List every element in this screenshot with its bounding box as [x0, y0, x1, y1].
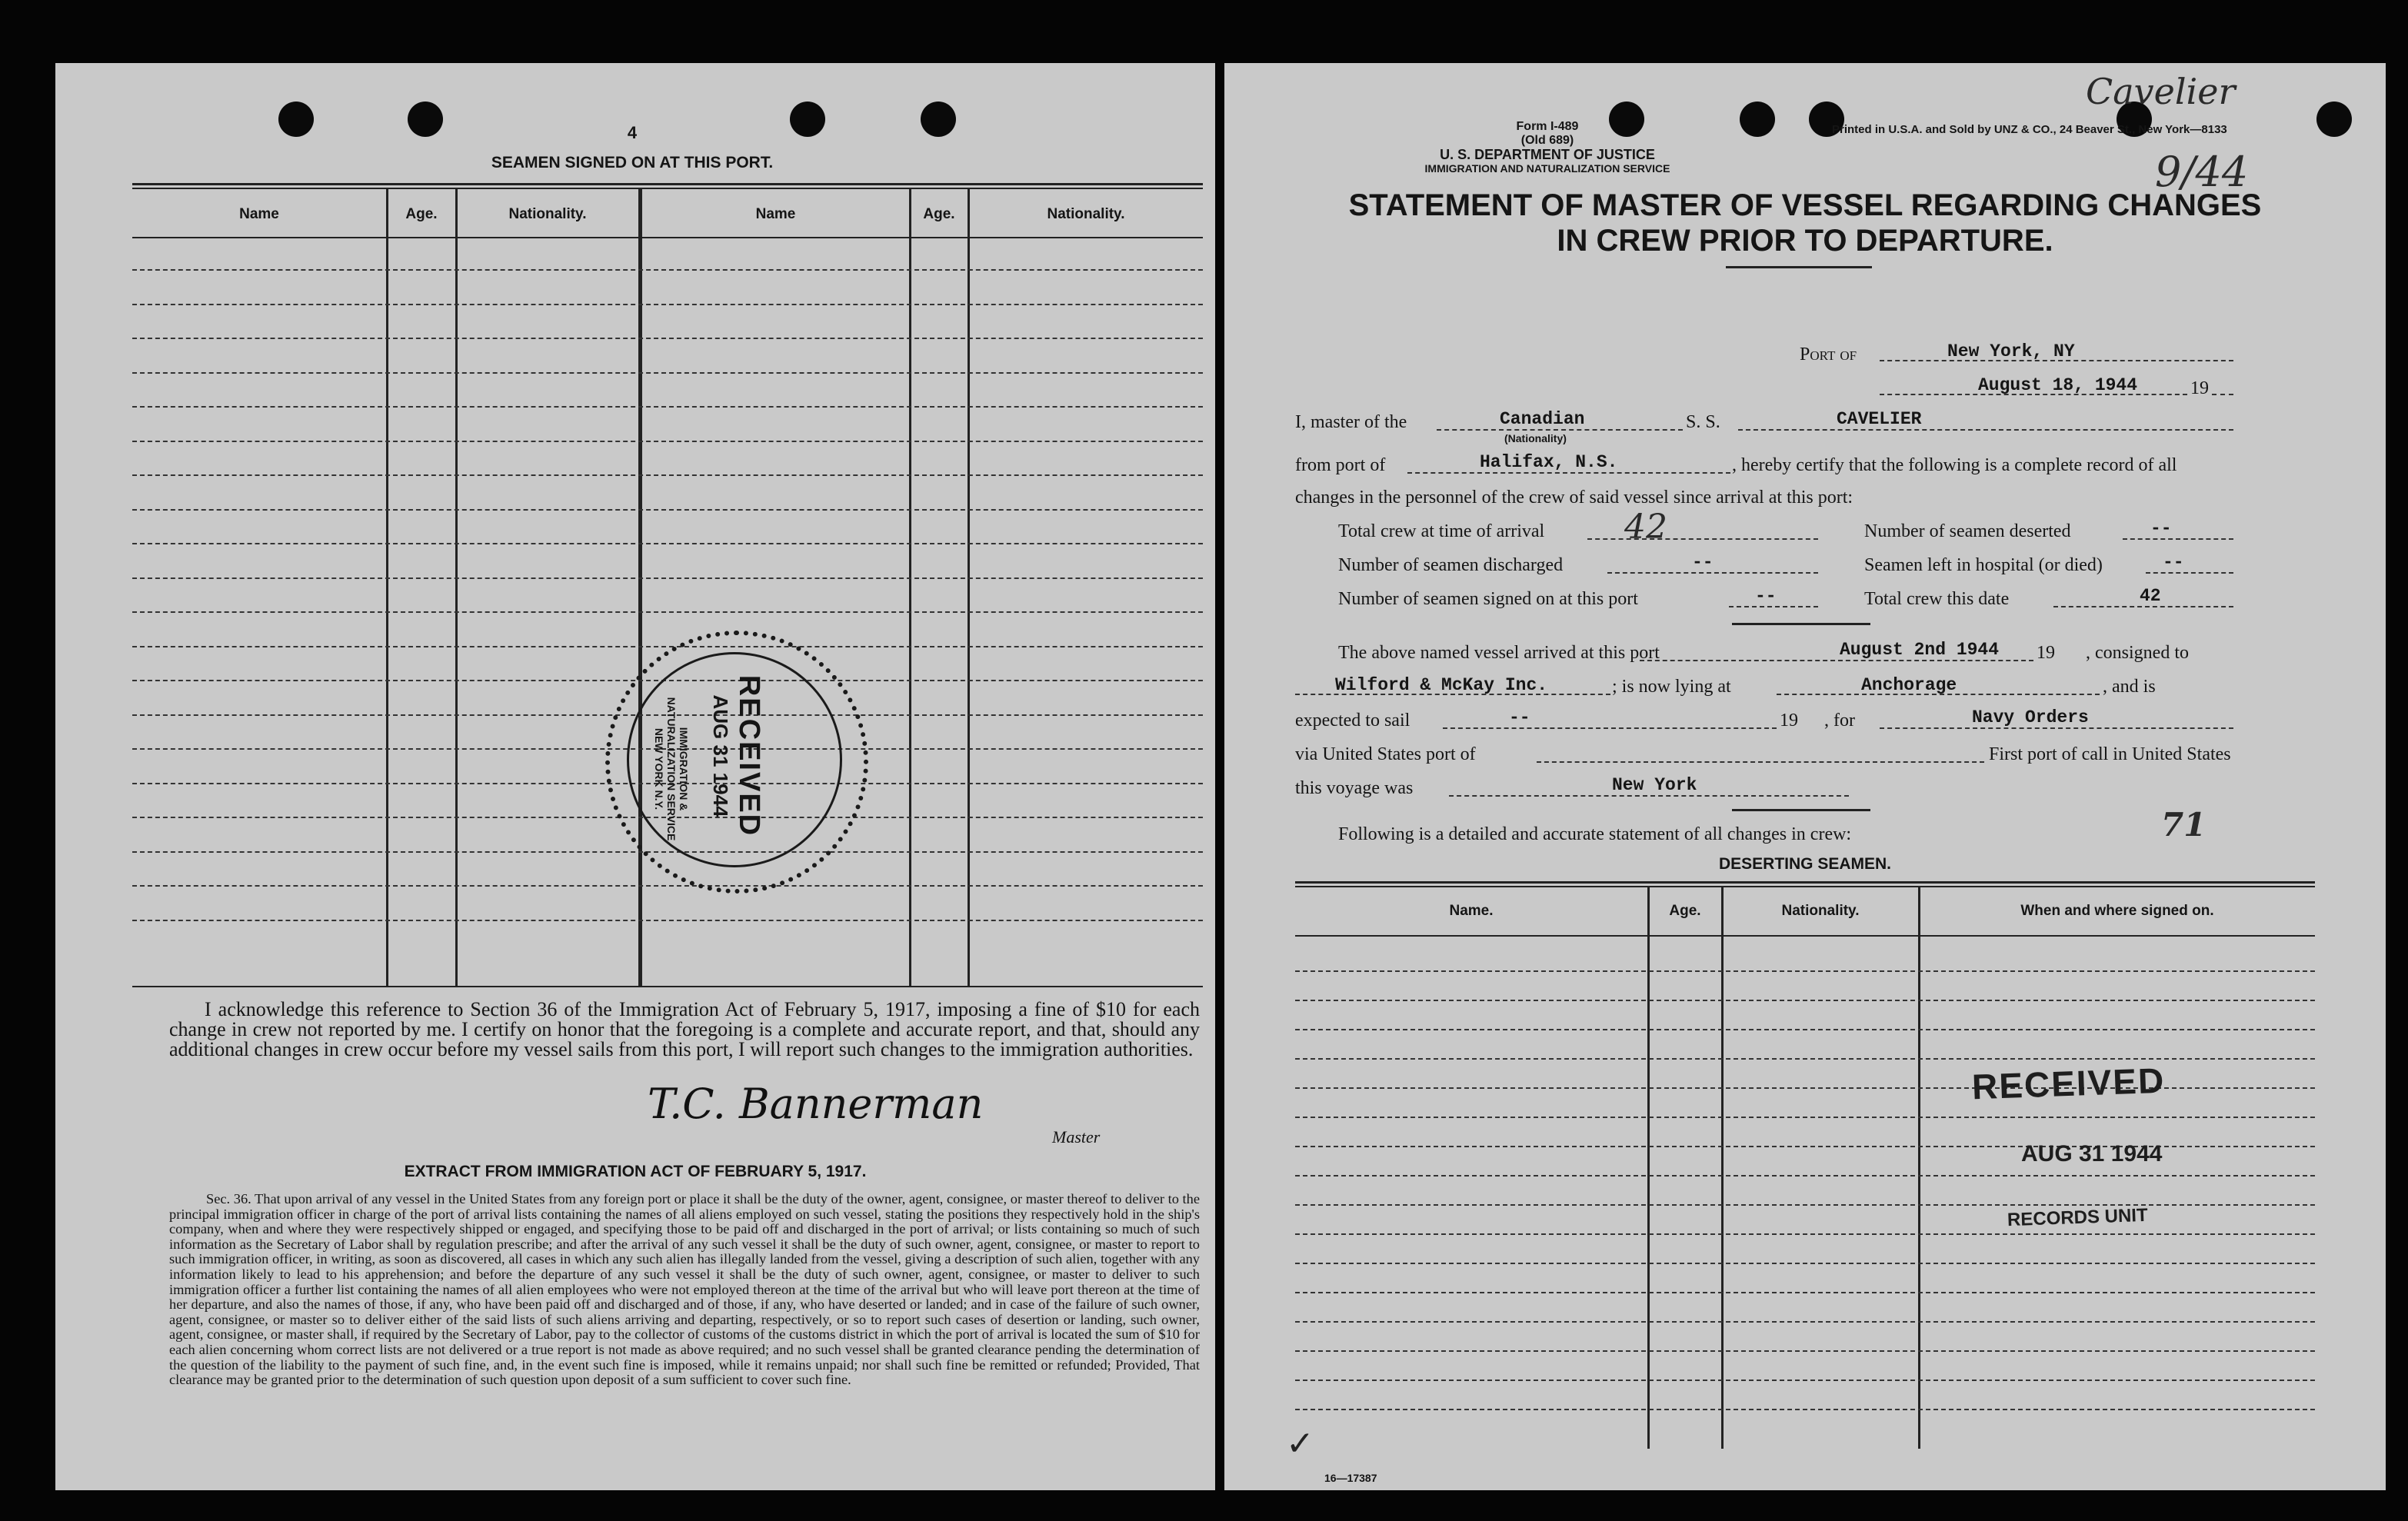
table-row: [1295, 1409, 2315, 1410]
col-nationality: Nationality.: [508, 206, 587, 222]
certify-text: , hereby certify that the following is a complete record of all: [1732, 455, 2177, 475]
desert-col-nationality: Nationality.: [1781, 903, 1860, 919]
lying-label: ; is now lying at: [1612, 677, 1731, 697]
service-name: IMMIGRATION AND NATURALIZATION SERVICE: [1424, 162, 1670, 175]
consigned-label: , consigned to: [2086, 643, 2189, 663]
ss-label: S. S.: [1686, 412, 1720, 432]
table-row: [1295, 1029, 2315, 1030]
received-stamp-text: RECEIVED: [1971, 1060, 2167, 1107]
discharged-value: --: [1692, 552, 1714, 572]
table-row: [1295, 1233, 2315, 1235]
arrived-label: The above named vessel arrived at this port: [1338, 643, 1660, 663]
table-row: [132, 646, 1203, 647]
from-port-label: from port of: [1295, 455, 1386, 475]
arrived-year: 19: [2037, 643, 2055, 663]
via-label: via United States port of: [1295, 744, 1476, 764]
for-label: , for: [1824, 711, 1855, 731]
received-stamp-date: AUG 31 1944: [2021, 1141, 2163, 1167]
title-line-1: STATEMENT OF MASTER OF VESSEL REGARDING CHANGES: [1348, 188, 2262, 222]
table-row: [132, 509, 1203, 511]
table-row: [132, 406, 1203, 408]
page-number: 4: [627, 123, 638, 142]
master-of-label: I, master of the: [1295, 412, 1407, 432]
nationality-hint: (Nationality): [1504, 432, 1567, 444]
table-row: [1295, 1263, 2315, 1264]
table-row: [132, 543, 1203, 544]
table-row: [1295, 1117, 2315, 1118]
extract-text: Sec. 36. That upon arrival of any vessel in the United States from any foreign port or place it shall be the duty of the owner, agent, consignee, or master thereof to deliver to the principal immigration officer in charge of the port of arrival lists containing the names of all aliens employed on such vessel, stating the positions they respectively hold in the ship's company, when and where they were respectively shipped or engaged, and specifying those to be paid off and discharged in the port of arrival; or lists containing so much of such information as the Secretary of Labor shall by regulation prescribe; and after the arrival of any such vessel it shall be the duty of such owner, agent, consignee, or master to report to such immigration officer, in writing, as soon as discovered, all cases in which any such alien has illegally landed from the vessel, giving a description of such alien, together with any information likely to lead to his apprehension; and before the departure of any such vessel it shall be the duty of such owner, agent, consignee, or master to deliver to such immigration officer a further list containing the names of all alien employees who were not employed thereon at the time of the arrival but who will leave port thereon at the time of her departure, and also the names of those, if any, who have been paid off and discharged and of those, if any, who have deserted or landed; and in case of the failure of such owner, agent, consignee, or master so to deliver either of the said lists of such aliens arriving and departing, respectively, or so to report such cases of desertion or landing, such owner, agent, consignee, or master shall, if required by the Secretary of Labor, pay to the collector of customs of the customs district in which the port of arrival is located the sum of $10 for each alien concerning whom correct lists are not delivered or a true report is not made as above required; and no such vessel shall be granted clearance pending the determination of the question of the liability to the payment of such fine, and, in the event such fine is imposed, while it remains unpaid; nor shall such fine be remitted or refunded; Provided, That clearance may be granted prior to the determination of such question upon deposit of a sum sufficient to cover such fine.: [169, 1191, 1200, 1388]
handwritten-71: 71: [2161, 806, 2207, 844]
table-row: [1295, 1292, 2315, 1293]
deserted-label: Number of seamen deserted: [1864, 521, 2071, 541]
handwritten-number: 9/44: [2155, 148, 2249, 196]
arrived-value: August 2nd 1944: [1840, 640, 2000, 660]
title-line-2: IN CREW PRIOR TO DEPARTURE.: [1557, 224, 2053, 258]
port-label: Port of: [1800, 344, 1857, 364]
signature-title: Master: [1052, 1127, 1101, 1147]
col-name-2: Name: [755, 206, 796, 222]
date-value: August 18, 1944: [1978, 375, 2138, 395]
total-arrival-label: Total crew at time of arrival: [1338, 521, 1545, 541]
extract-title: EXTRACT FROM IMMIGRATION ACT OF FEBRUARY 5, 1917.: [404, 1163, 867, 1180]
year-prefix: 19: [2190, 378, 2209, 398]
desert-col-signed-on: When and where signed on.: [2020, 903, 2214, 919]
stamp-agency: IMMIGRATION & NATURALIZATION SERVICE: [665, 697, 690, 841]
master-signature: T.C. Bannerman: [648, 1080, 984, 1128]
form-number: Form I-489: [1516, 120, 1579, 133]
desert-col-name: Name.: [1449, 903, 1494, 919]
table-row: [1295, 1380, 2315, 1381]
table-row: [1295, 1321, 2315, 1323]
right-page: [1224, 63, 2386, 1490]
left-page: [55, 63, 1215, 1490]
table-row: [1295, 1000, 2315, 1001]
total-today-value: 42: [2140, 586, 2161, 606]
table-row: [132, 885, 1203, 887]
consignee-value: Wilford & McKay Inc.: [1335, 675, 1548, 695]
form-title: [1224, 188, 2386, 258]
table-row: [1295, 1350, 2315, 1352]
deserted-value: --: [2150, 518, 2172, 538]
first-port-label: First port of call in United States: [1989, 744, 2231, 764]
deserting-title: DESERTING SEAMEN.: [1718, 855, 1892, 873]
stamp-word: RECEIVED: [733, 674, 765, 837]
discharged-label: Number of seamen discharged: [1338, 555, 1564, 575]
total-arrival-value: 42: [1624, 508, 1667, 547]
table-row: [132, 372, 1203, 374]
voyage-label: this voyage was: [1295, 778, 1414, 798]
table-row: [132, 269, 1203, 271]
section-title: SEAMEN SIGNED ON AT THIS PORT.: [491, 154, 774, 171]
ship-value: CAVELIER: [1837, 409, 1922, 429]
following-text: Following is a detailed and accurate statement of all changes in crew:: [1338, 824, 1852, 844]
total-today-label: Total crew this date: [1864, 589, 2010, 609]
received-stamp: [605, 631, 868, 894]
desert-col-age: Age.: [1669, 903, 1701, 919]
expected-year: 19: [1780, 711, 1798, 731]
handwritten-ship-name: Cavelier: [2086, 71, 2236, 112]
table-row: [1295, 970, 2315, 972]
changes-text: changes in the personnel of the crew of said vessel since arrival at this port:: [1295, 488, 1853, 508]
records-unit: RECORDS UNIT: [2007, 1204, 2149, 1231]
from-port-value: Halifax, N.S.: [1480, 452, 1618, 472]
signed-on-value: --: [1755, 586, 1777, 606]
punch-hole: [2316, 102, 2352, 137]
department: U. S. DEPARTMENT OF JUSTICE: [1440, 147, 1655, 162]
table-row: [132, 441, 1203, 442]
expected-label: expected to sail: [1295, 711, 1410, 731]
table-row: [132, 577, 1203, 579]
old-form-number: (Old 689): [1520, 134, 1574, 147]
stamp-city: NEW YORK N.Y.: [653, 727, 665, 810]
nationality-value: Canadian: [1500, 409, 1585, 429]
signed-on-label: Number of seamen signed on at this port: [1338, 589, 1638, 609]
printer-line: Printed in U.S.A. and Sold by UNZ & CO., 24 Beaver St., New York—8133: [1832, 123, 2227, 136]
hospital-label: Seamen left in hospital (or died): [1864, 555, 2103, 575]
table-row: [132, 474, 1203, 476]
hospital-value: --: [2163, 552, 2184, 572]
col-nationality-2: Nationality.: [1047, 206, 1125, 222]
footer-code: 16—17387: [1324, 1472, 1377, 1484]
stamp-date: AUG 31 1944: [709, 694, 732, 817]
table-row: [132, 304, 1203, 305]
col-name: Name: [239, 206, 279, 222]
for-value: Navy Orders: [1972, 707, 2089, 727]
table-row: [132, 920, 1203, 921]
punch-hole: [1740, 102, 1775, 137]
table-row: [132, 611, 1203, 613]
port-value: New York, NY: [1947, 341, 2075, 361]
table-row: [1295, 1204, 2315, 1206]
table-row: [132, 338, 1203, 339]
table-row: [1295, 1175, 2315, 1177]
voyage-value: New York: [1612, 775, 1697, 795]
expected-value: --: [1509, 707, 1530, 727]
col-age-2: Age.: [923, 206, 955, 222]
col-age: Age.: [405, 206, 438, 222]
acknowledgment-text: I acknowledge this reference to Section 36 of the Immigration Act of February 5, 1917, imposing a fine of $10 for each change in crew not reported by me. I certify on honor that the foregoing is a complete and accurate report, and that, should any additional changes in crew occur before my vessel sails from this port, I will report such changes to the immigration authorities.: [169, 998, 1200, 1060]
and-is-text: , and is: [2103, 677, 2156, 697]
lying-value: Anchorage: [1861, 675, 1957, 695]
check-mark-icon: ✓: [1286, 1424, 1314, 1463]
